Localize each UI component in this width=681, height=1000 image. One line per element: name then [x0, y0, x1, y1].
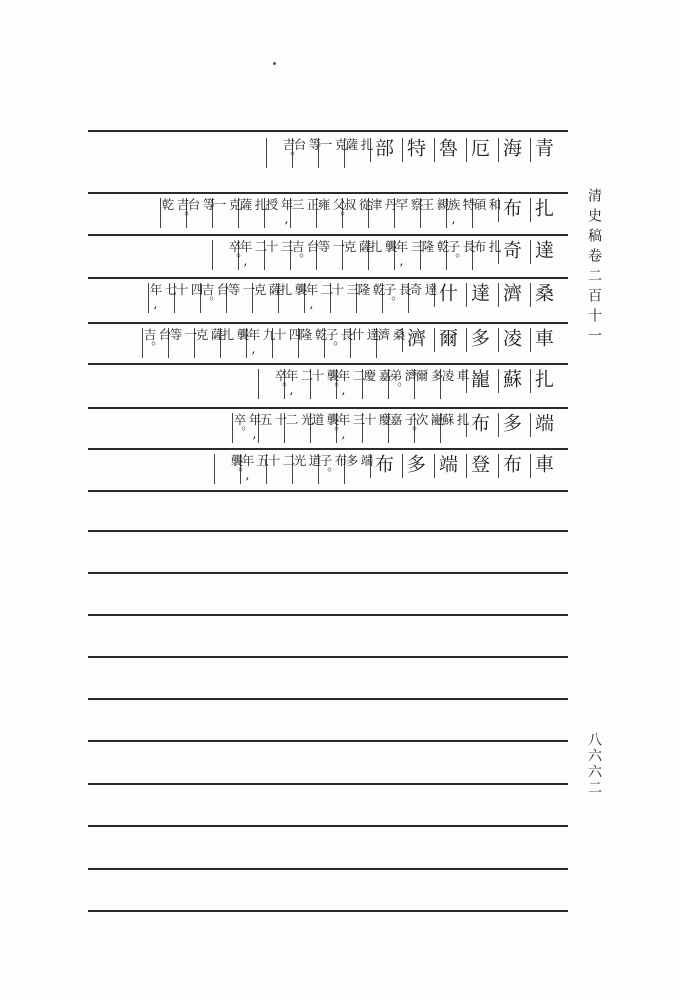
- name-glyph: 車: [532, 328, 554, 349]
- annotation-text: 乾 隆: [298, 328, 328, 341]
- annotation-text: 達 奇: [408, 283, 438, 296]
- annotation-text: 達 什: [350, 328, 380, 341]
- table-row: [88, 363, 568, 405]
- column-marker: [530, 454, 531, 478]
- table-rule: [88, 740, 568, 742]
- annotation-text: 克 一: [212, 198, 242, 211]
- annotation-text: 端 多: [344, 454, 374, 467]
- annotation-text: 卒。: [227, 240, 242, 266]
- name-glyph: 青: [532, 138, 554, 159]
- table-row: [88, 448, 568, 490]
- column-marker: [466, 138, 467, 162]
- annotation-text: 長 子。: [382, 283, 412, 309]
- annotation-text: 襲 扎: [278, 283, 308, 296]
- name-glyph: 扎: [532, 369, 554, 390]
- name-glyph: 桑: [532, 283, 554, 304]
- annotation-text: 光 二: [284, 413, 314, 426]
- annotation-text: 扎 薩: [238, 198, 268, 211]
- annotation-text: 二 年,: [238, 240, 268, 269]
- annotation-text: 年, 授: [264, 198, 294, 227]
- table-rule: [88, 825, 568, 827]
- name-glyph: 魯: [436, 138, 458, 159]
- annotation-text: 襲 扎: [368, 240, 398, 253]
- name-glyph: 蘇: [500, 369, 522, 390]
- column-marker: [466, 454, 467, 478]
- annotation-text: 道 光: [292, 454, 322, 467]
- table-rule: [88, 783, 568, 785]
- annotation-text: 三 年,: [394, 240, 424, 269]
- annotation-text: 三 年,: [336, 413, 366, 442]
- table-row: [88, 234, 568, 276]
- column-marker: [402, 138, 403, 162]
- table-rule: [88, 490, 568, 492]
- annotation-text: 台 吉。: [200, 283, 230, 309]
- annotation-text: 薩 克: [342, 240, 372, 253]
- table-row: [88, 132, 568, 192]
- column-marker: [212, 240, 213, 270]
- table-row: [88, 322, 568, 364]
- name-glyph: 扎: [532, 198, 554, 219]
- annotation-text: 扎 蘇: [440, 413, 470, 426]
- table-rule: [88, 614, 568, 616]
- table-row: [88, 407, 568, 449]
- running-title: 清史稿卷二百十一: [586, 188, 602, 348]
- column-marker: [498, 369, 499, 393]
- annotation-text: 四 十: [174, 283, 204, 296]
- name-glyph: 巃: [468, 369, 490, 390]
- annotation-text: 克 一: [318, 138, 348, 151]
- annotation-text: 乾 隆: [356, 283, 386, 296]
- annotation-text: 一 等: [226, 283, 256, 296]
- annotation-text: 吉。 乾: [160, 198, 190, 224]
- annotation-text: 等 台: [292, 138, 322, 151]
- annotation-text: 扎 布: [472, 240, 502, 253]
- column-marker: [530, 369, 531, 393]
- column-marker: [530, 240, 531, 264]
- table-rule: [88, 572, 568, 574]
- name-glyph: 奇: [500, 240, 522, 261]
- name-glyph: 多: [404, 454, 426, 475]
- annotation-text: 扎 薩: [344, 138, 374, 151]
- name-glyph: 達: [468, 283, 490, 304]
- name-glyph: 部: [372, 138, 394, 159]
- annotation-text: 薩 克: [194, 328, 224, 341]
- annotation-text: 長 子。: [324, 328, 354, 354]
- annotation-text: 二 十: [266, 454, 296, 467]
- annotation-text: 卒。: [273, 369, 288, 395]
- annotation-text: 親 王: [420, 198, 450, 211]
- column-marker: [434, 138, 435, 162]
- column-marker: [434, 328, 435, 352]
- annotation-text: 襲。: [229, 454, 244, 480]
- name-glyph: 端: [532, 413, 554, 434]
- column-marker: [530, 138, 531, 162]
- name-glyph: 布: [500, 198, 522, 219]
- annotation-text: 巃 次: [414, 413, 444, 426]
- name-glyph: 凌: [500, 328, 522, 349]
- column-marker: [214, 454, 215, 484]
- annotation-text: 嘉 慶: [362, 369, 392, 382]
- table-row: [88, 192, 568, 234]
- column-marker: [530, 283, 531, 307]
- name-glyph: 端: [436, 454, 458, 475]
- annotation-text: 乾 隆: [420, 240, 450, 253]
- annotation-text: 等 台: [186, 198, 216, 211]
- annotation-text: 二 年,: [284, 369, 314, 398]
- column-marker: [530, 198, 531, 222]
- annotation-text: 吉。: [281, 138, 296, 164]
- name-glyph: 多: [468, 328, 490, 349]
- annotation-text: 正 三: [290, 198, 320, 211]
- column-marker: [530, 413, 531, 437]
- annotation-text: 從 叔: [342, 198, 372, 211]
- annotation-text: 三 十: [330, 283, 360, 296]
- name-glyph: 布: [372, 454, 394, 475]
- name-glyph: 登: [468, 454, 490, 475]
- column-marker: [498, 454, 499, 478]
- annotation-text: 一 等: [168, 328, 198, 341]
- annotation-text: 父。 雍: [316, 198, 346, 224]
- column-marker: [466, 283, 467, 307]
- column-marker: [498, 138, 499, 162]
- annotation-text: 察 罕: [394, 198, 424, 211]
- annotation-text: 襲。 十: [310, 369, 340, 395]
- table-rule: [88, 530, 568, 532]
- annotation-text: 五 年,: [240, 454, 270, 483]
- name-glyph: 爾: [436, 328, 458, 349]
- column-marker: [498, 413, 499, 437]
- column-marker: [258, 369, 259, 399]
- page-number: 八六六二: [586, 732, 602, 796]
- annotation-text: 九 年,: [246, 328, 276, 357]
- annotation-text: 襲 扎: [220, 328, 250, 341]
- table-row: [88, 277, 568, 319]
- annotation-text: 薩 克: [252, 283, 282, 296]
- annotation-text: 襲。 道: [310, 413, 340, 439]
- name-glyph: 布: [468, 413, 490, 434]
- name-glyph: 濟: [404, 328, 426, 349]
- annotation-text: 長 子。: [446, 240, 476, 266]
- page-speck: [273, 62, 276, 65]
- name-glyph: 車: [532, 454, 554, 475]
- name-glyph: 多: [500, 413, 522, 434]
- name-glyph: 布: [500, 454, 522, 475]
- annotation-text: 子。 嘉: [388, 413, 418, 439]
- annotation-text: 丹 津: [368, 198, 398, 211]
- column-marker: [466, 328, 467, 352]
- table-rule: [88, 656, 568, 658]
- annotation-text: 布 子。: [318, 454, 348, 480]
- name-glyph: 什: [436, 283, 458, 304]
- annotation-text: 二 年,: [336, 369, 366, 398]
- column-marker: [498, 328, 499, 352]
- annotation-text: 三 十: [264, 240, 294, 253]
- annotation-text: 台 吉。: [142, 328, 172, 354]
- annotation-text: 二 年,: [304, 283, 334, 312]
- annotation-text: 慶 十: [362, 413, 392, 426]
- column-marker: [266, 138, 267, 168]
- table-rule: [88, 698, 568, 700]
- column-marker: [434, 454, 435, 478]
- annotation-text: 多 爾: [414, 369, 444, 382]
- column-marker: [498, 283, 499, 307]
- annotation-text: 七 年,: [148, 283, 178, 312]
- column-marker: [530, 328, 531, 352]
- annotation-text: 十 五: [258, 413, 288, 426]
- column-marker: [402, 454, 403, 478]
- name-glyph: 特: [404, 138, 426, 159]
- annotation-text: 四 十: [272, 328, 302, 341]
- annotation-text: 桑 濟: [376, 328, 406, 341]
- annotation-text: 一 等: [316, 240, 346, 253]
- annotation-text: 年, 卒。: [232, 413, 262, 442]
- name-glyph: 海: [500, 138, 522, 159]
- annotation-text: 濟 弟。: [388, 369, 418, 395]
- annotation-text: 台 吉。: [290, 240, 320, 266]
- annotation-text: 特 族,: [446, 198, 476, 227]
- table-rule: [88, 910, 568, 912]
- annotation-text: 車 凌: [440, 369, 470, 382]
- name-glyph: 厄: [468, 138, 490, 159]
- name-glyph: 濟: [500, 283, 522, 304]
- table-rule: [88, 868, 568, 870]
- annotation-text: 和 碩: [472, 198, 502, 211]
- name-glyph: 達: [532, 240, 554, 261]
